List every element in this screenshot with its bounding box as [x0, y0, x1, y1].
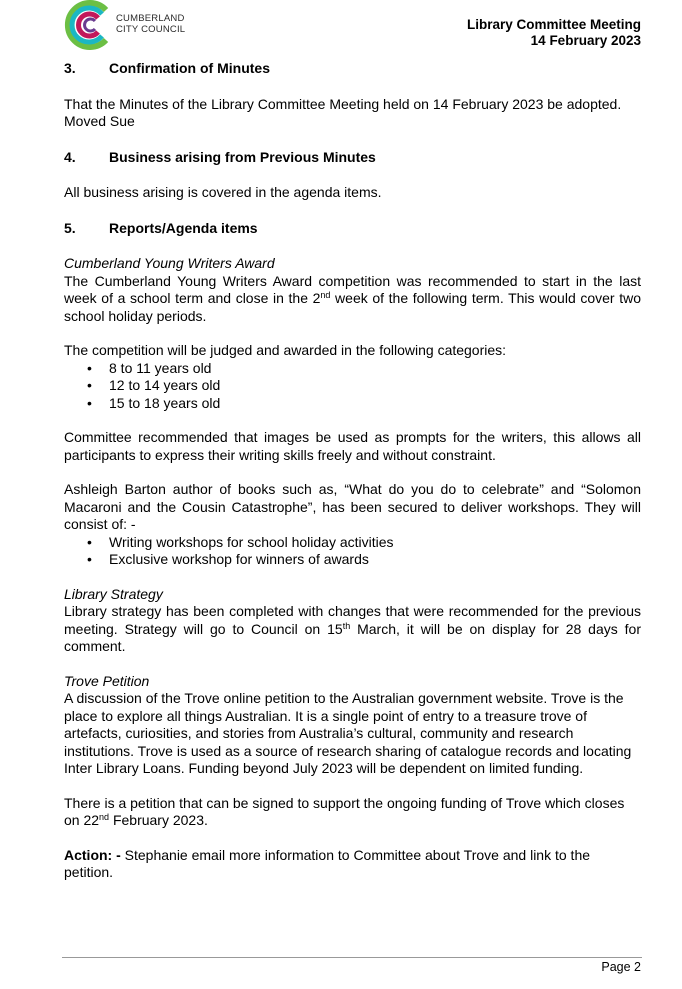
- page-number: Page 2: [601, 960, 641, 974]
- logo-line-2: CITY COUNCIL: [116, 24, 186, 35]
- action-label: Action: -: [64, 846, 121, 863]
- list-item: • Writing workshops for school holiday activities: [109, 534, 641, 552]
- action-item: [64, 847, 641, 882]
- section-title: Confirmation of Minutes: [109, 60, 270, 76]
- categories-list: [64, 360, 641, 413]
- section-3-heading: [64, 60, 641, 78]
- business-arising-text: All business arising is covered in the agenda items.: [64, 184, 382, 200]
- strategy-paragraph: Library strategy has been completed with changes that were recommended for the previous meeting. Strategy will go to Council on 15th March, it will be on display for 28 days for comment.: [64, 603, 641, 654]
- list-item: • 8 to 11 years old: [109, 360, 641, 378]
- trove-paragraph: A discussion of the Trove online petition to the Australian government website. Trove is the place to explore all things Australian. It is a single point of entry to a treasure trove of artefacts, curiosities, and stories from Australia’s cultural, community and research institutions. Trove is used as a source of research sharing of catalogue records and locating Inter Library Loans. Funding beyond July 2023 will be dependent on limited funding.: [64, 690, 632, 776]
- petition-paragraph: There is a petition that can be signed to support the ongoing funding of Trove which closes on 22nd February 2023.: [64, 794, 625, 828]
- minutes-confirmation-text: That the Minutes of the Library Committee Meeting held on 14 February 2023 be adopted.: [64, 95, 622, 112]
- logo-line-1: CUMBERLAND: [116, 13, 185, 24]
- document-header: [467, 17, 641, 49]
- list-item: • Exclusive workshop for winners of awards: [109, 551, 641, 569]
- section-4-heading: [64, 149, 641, 167]
- prompts-paragraph: Committee recommended that images be used as prompts for the writers, this allows all participants to express their writing skills freely and without constraint.: [64, 429, 641, 463]
- section-title: Business arising from Previous Minutes: [109, 148, 376, 165]
- section-5-heading: [64, 220, 641, 238]
- author-paragraph: Ashleigh Barton author of books such as, “What do you do to celebrate” and “Solomon Macaroni and the Cousin Catastrophe”, has been secured to deliver workshops. They will consist of: -: [64, 481, 641, 532]
- writers-award-subtitle: Cumberland Young Writers Award: [64, 255, 275, 271]
- section-title: Reports/Agenda items: [109, 219, 258, 236]
- list-item: • 12 to 14 years old: [109, 377, 641, 395]
- section-number: 5.: [64, 219, 76, 236]
- document-body: [64, 60, 641, 882]
- strategy-subtitle: Library Strategy: [64, 585, 163, 602]
- categories-intro: The competition will be judged and awarded in the following categories:: [64, 342, 507, 358]
- moved-by: Moved Sue: [64, 113, 135, 129]
- footer-divider: [62, 957, 642, 958]
- meeting-date: 14 February 2023: [530, 33, 641, 48]
- action-text: Stephanie email more information to Committee about Trove and link to the petition.: [64, 846, 591, 880]
- section-number: 3.: [64, 60, 76, 76]
- logo-text: [116, 13, 185, 35]
- meeting-title: Library Committee Meeting: [466, 17, 641, 32]
- writers-award-paragraph: The Cumberland Young Writers Award competition was recommended to start in the last week of a school term and close in the 2nd week of the following term. This would cover two school holiday periods.: [64, 272, 641, 324]
- list-item: • 15 to 18 years old: [109, 395, 641, 413]
- workshops-list: [64, 534, 641, 569]
- trove-subtitle: Trove Petition: [64, 672, 150, 689]
- council-logo-icon: [62, 0, 114, 50]
- section-number: 4.: [64, 148, 76, 165]
- council-logo: [62, 0, 202, 50]
